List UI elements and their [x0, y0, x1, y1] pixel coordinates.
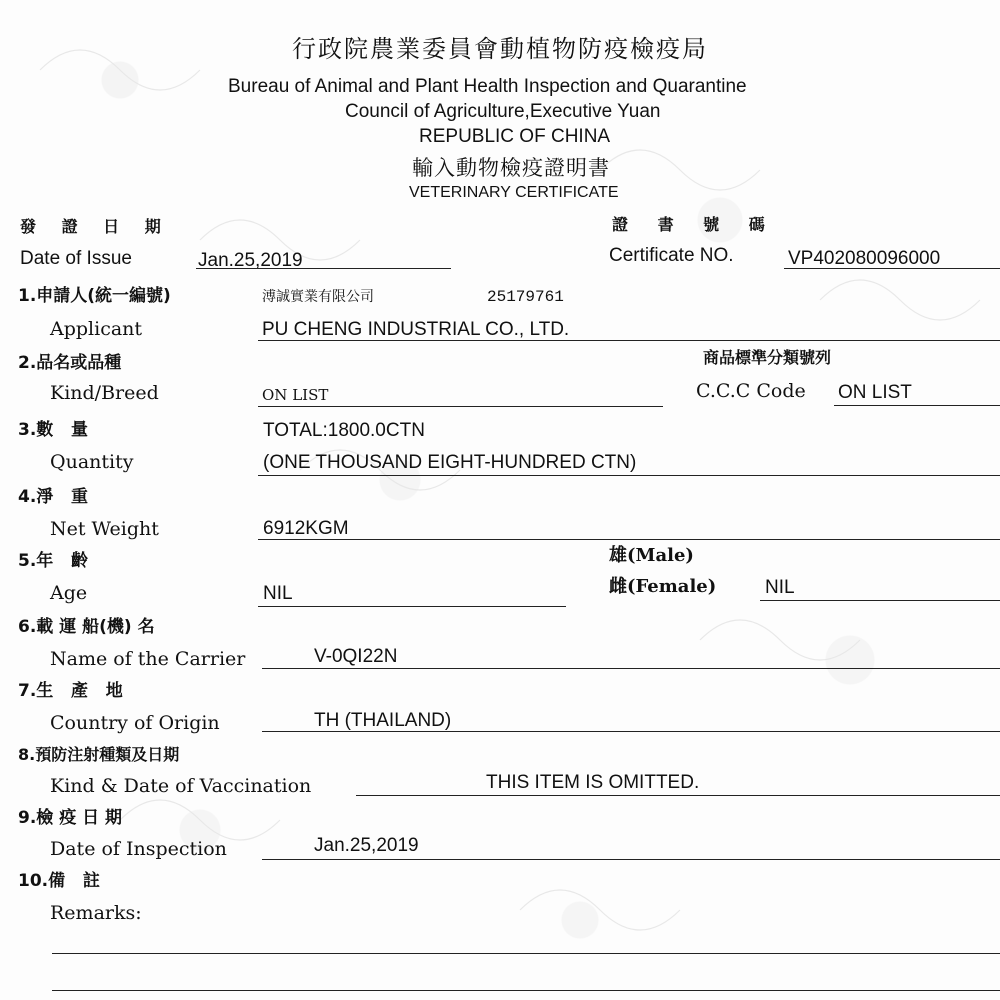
vaccination-label-zh: 8.預防注射種類及日期: [18, 745, 180, 764]
applicant-name: PU CHENG INDUSTRIAL CO., LTD.: [262, 319, 570, 340]
vaccination-label: Kind & Date of Vaccination: [50, 775, 312, 797]
age-label-zh: 5.年 齡: [18, 551, 89, 571]
quantity-total: TOTAL:1800.0CTN: [263, 420, 425, 441]
quantity-words: (ONE THOUSAND EIGHT-HUNDRED CTN): [263, 452, 637, 473]
cert-no-label: Certificate NO.: [609, 245, 734, 266]
title-chinese: 行政院農業委員會動植物防疫檢疫局: [292, 35, 708, 63]
applicant-tax-id: 25179761: [487, 288, 564, 306]
issue-date-underline: [196, 268, 451, 269]
applicant-underline: [258, 340, 1000, 341]
kind-label-zh: 2.品名或品種: [18, 353, 122, 373]
applicant-label-zh: 1.申請人(統一編號): [18, 286, 171, 306]
net-weight-underline: [258, 539, 1000, 540]
carrier-label: Name of the Carrier: [50, 648, 246, 670]
ccc-code-value: ON LIST: [838, 382, 912, 403]
female-value: NIL: [765, 577, 795, 598]
applicant-label: Applicant: [50, 318, 143, 340]
issue-date-value: Jan.25,2019: [198, 250, 303, 271]
certificate-title: VETERINARY CERTIFICATE: [409, 184, 619, 201]
applicant-name-zh: 溥誠實業有限公司: [262, 289, 374, 305]
kind-value: ON LIST: [262, 386, 329, 404]
bureau-name: Bureau of Animal and Plant Health Inspection and Quarantine: [228, 76, 747, 97]
ccc-code-label: C.C.C Code: [696, 380, 806, 402]
carrier-underline: [262, 668, 1000, 669]
cert-no-underline: [784, 268, 1000, 269]
inspection-label: Date of Inspection: [50, 838, 227, 860]
remarks-label: Remarks:: [50, 902, 142, 924]
remarks-label-zh: 10.備 註: [18, 871, 100, 891]
remarks-line-1: [52, 953, 1000, 954]
quantity-underline: [258, 475, 1000, 476]
issue-date-label: Date of Issue: [20, 248, 132, 269]
origin-value: TH (THAILAND): [314, 710, 452, 731]
quantity-label: Quantity: [50, 451, 134, 473]
cert-no-label-zh: 證 書 號 碼: [612, 215, 777, 234]
quantity-label-zh: 3.數 量: [18, 420, 89, 440]
ccc-code-underline: [834, 405, 1000, 406]
net-weight-value: 6912KGM: [263, 518, 349, 539]
inspection-underline: [262, 859, 1000, 860]
female-underline: [760, 600, 1000, 601]
kind-underline: [258, 406, 663, 407]
vaccination-value: THIS ITEM IS OMITTED.: [486, 772, 700, 793]
council-name: Council of Agriculture,Executive Yuan: [345, 101, 661, 122]
origin-label: Country of Origin: [50, 712, 220, 734]
male-label: 雄(Male): [609, 545, 694, 566]
certificate-title-chinese: 輸入動物檢疫證明書: [412, 156, 610, 180]
carrier-value: V-0QI22N: [314, 646, 398, 667]
vaccination-underline: [356, 795, 1000, 796]
inspection-value: Jan.25,2019: [314, 835, 419, 856]
origin-underline: [262, 731, 1000, 732]
inspection-label-zh: 9.檢 疫 日 期: [18, 808, 123, 828]
origin-label-zh: 7.生 產 地: [18, 681, 123, 701]
kind-label: Kind/Breed: [50, 382, 159, 404]
country-name: REPUBLIC OF CHINA: [419, 126, 611, 147]
ccc-code-label-zh: 商品標準分類號列: [703, 348, 832, 367]
age-value: NIL: [263, 583, 293, 604]
remarks-line-2: [52, 990, 1000, 991]
female-label: 雌(Female): [609, 576, 717, 597]
net-weight-label: Net Weight: [50, 518, 159, 540]
cert-no-value: VP402080096000: [788, 248, 941, 269]
age-label: Age: [50, 582, 88, 604]
issue-date-label-zh: 發 證 日 期: [20, 217, 171, 236]
carrier-label-zh: 6.載 運 船(機) 名: [18, 617, 155, 637]
age-underline: [258, 606, 566, 607]
net-weight-label-zh: 4.淨 重: [18, 487, 89, 507]
